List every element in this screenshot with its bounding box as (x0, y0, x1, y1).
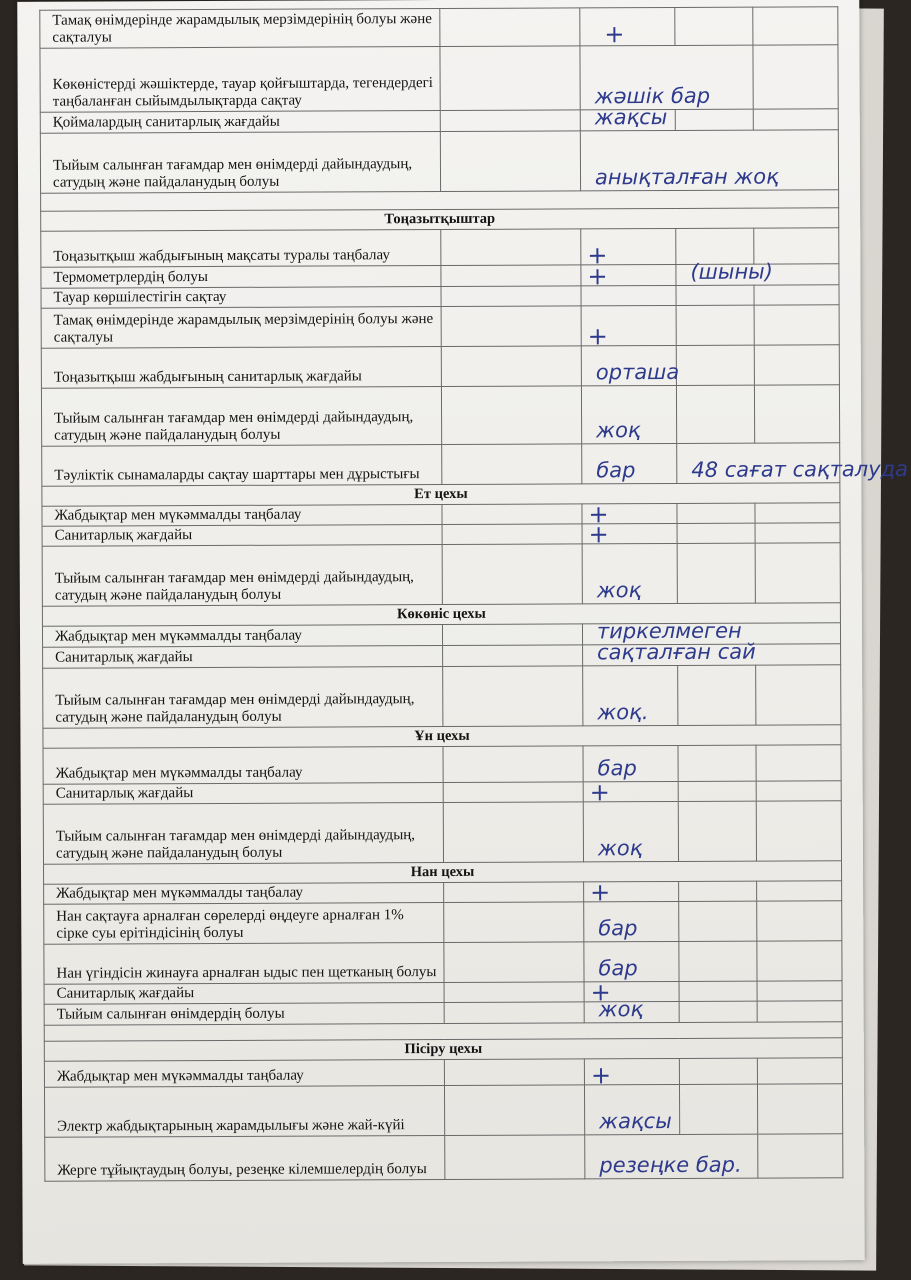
row-label: Тамақ өнімдерінде жарамдылық мерзімдерінің болуы және сақталуы (40, 8, 440, 48)
row-label: Көкөністерді жәшіктерде, тауар қойғыштарда, тегендердегі таңбаланған сыйымдылықтарда сақтау (40, 46, 440, 112)
handwritten-mark: + (581, 305, 676, 345)
handwritten-note: жоқ. (583, 665, 678, 725)
row-label: Нан үгіндісін жинауға арналған ыдыс пен щетканың болуы (44, 942, 444, 984)
handwritten-mark: + (581, 228, 676, 264)
row-label: Тоңазытқыш жабдығының мақсаты туралы таңбалау (41, 229, 441, 267)
handwritten-note: анықталған жоқ (580, 130, 838, 191)
handwritten-note: жақсы (580, 109, 675, 130)
section-title: Тоңазытқыштар (41, 208, 839, 231)
table-row (41, 305, 839, 348)
handwritten-note: тиркелмеген (582, 623, 840, 645)
table-row (43, 644, 841, 668)
handwritten-note: бар (584, 941, 679, 981)
handwritten-note: бар (582, 443, 677, 483)
table-row (42, 543, 840, 606)
table-row (41, 264, 839, 288)
table-row (45, 1134, 843, 1181)
table-row (44, 901, 842, 944)
table-row (40, 130, 838, 193)
handwritten-note: (шыны) (676, 264, 839, 286)
table-row (44, 1058, 842, 1087)
table-row (41, 385, 839, 446)
section-title: Көкөніс цехы (42, 603, 840, 626)
table-row (40, 7, 838, 48)
row-label: Жабдықтар мен мүкәммалды таңбалау (42, 504, 442, 526)
handwritten-note: бар (583, 745, 678, 781)
row-label: Санитарлық жағдайы (42, 524, 442, 546)
table-row (42, 443, 840, 486)
handwritten-note: орташа (581, 345, 676, 385)
row-label: Тауар көршілестігін сақтау (41, 286, 441, 308)
handwritten-note: жоқ (583, 801, 678, 861)
row-label: Тыйым салынған тағамдар мен өнімдерді дайындаудың, сатудың және пайдаланудың болуы (43, 666, 443, 728)
handwritten-mark: + (581, 264, 676, 285)
row-label: Жабдықтар мен мүкәммалды таңбалау (42, 624, 442, 647)
row-label: Тәуліктік сынамаларды сақтау шарттары мен дұрыстығы (42, 444, 442, 486)
handwritten-note: 48 сағат сақталуда (677, 443, 840, 484)
row-label: Тыйым салынған тағамдар мен өнімдерді дайындаудың, сатудың және пайдаланудың болуы (43, 802, 443, 864)
table-row (44, 1084, 842, 1137)
handwritten-mark: + (580, 7, 675, 45)
table-row (43, 745, 841, 784)
row-label: Электр жабдықтарының жарамдылығы және жай-күйі (44, 1085, 444, 1137)
row-label: Жерге тұйықтаудың болуы, резеңке кілемшелердің болуы (45, 1135, 445, 1181)
row-label: Жабдықтар мен мүкәммалды таңбалау (44, 882, 444, 904)
row-label: Қоймалардың санитарлық жағдайы (40, 110, 440, 133)
handwritten-note: сақталған сай (583, 644, 841, 666)
section-title: Пісіру цехы (44, 1038, 842, 1061)
section-title: Ұн цехы (43, 725, 841, 748)
row-label: Тыйым салынған тағамдар мен өнімдерді дайындаудың, сатудың және пайдаланудың болуы (41, 386, 441, 446)
handwritten-mark: + (584, 881, 679, 901)
handwritten-mark: + (582, 503, 677, 523)
handwritten-mark: + (584, 1058, 679, 1084)
handwritten-note: жоқ (584, 1001, 679, 1022)
table-row (40, 45, 838, 112)
document-page (17, 0, 909, 1264)
handwritten-note: бар (584, 901, 679, 941)
table-row (43, 801, 841, 864)
table-row (41, 345, 839, 388)
handwritten-note: жоқ (581, 385, 676, 443)
row-label: Тыйым салынған тағамдар мен өнімдерді дайындаудың, сатудың және пайдаланудың болуы (40, 131, 440, 193)
table-row (43, 665, 841, 728)
handwritten-note: жәшік бар (580, 45, 753, 110)
section-title: Ет цехы (42, 483, 840, 506)
row-label: Жабдықтар мен мүкәммалды таңбалау (44, 1059, 444, 1087)
row-label: Санитарлық жағдайы (44, 982, 444, 1004)
handwritten-mark: + (583, 781, 678, 801)
row-label: Тамақ өнімдерінде жарамдылық мерзімдерінің болуы және сақталуы (41, 306, 441, 348)
handwritten-note: резеңке бар. (585, 1134, 758, 1179)
handwritten-mark: + (584, 981, 679, 1001)
row-label: Термометрлердің болуы (41, 265, 441, 288)
row-label: Жабдықтар мен мүкәммалды таңбалау (43, 746, 443, 784)
section-title: Нан цехы (44, 861, 842, 884)
table-row (44, 941, 842, 984)
row-label: Санитарлық жағдайы (43, 782, 443, 804)
row-label: Тыйым салынған тағамдар мен өнімдерді дайындаудың, сатудың және пайдаланудың болуы (42, 544, 442, 606)
handwritten-note: жоқ (582, 543, 677, 603)
inspection-table (39, 6, 909, 1181)
handwritten-mark: + (582, 523, 677, 543)
row-label: Тоңазытқыш жабдығының санитарлық жағдайы (41, 346, 441, 388)
row-label: Тыйым салынған өнімдердің болуы (44, 1002, 444, 1025)
row-label: Нан сақтауға арналған сөрелерді өңдеуге арналған 1% сірке суы ерітіндісінің болуы (44, 902, 444, 944)
row-label: Санитарлық жағдайы (43, 645, 443, 668)
handwritten-note: жақсы (584, 1084, 679, 1134)
